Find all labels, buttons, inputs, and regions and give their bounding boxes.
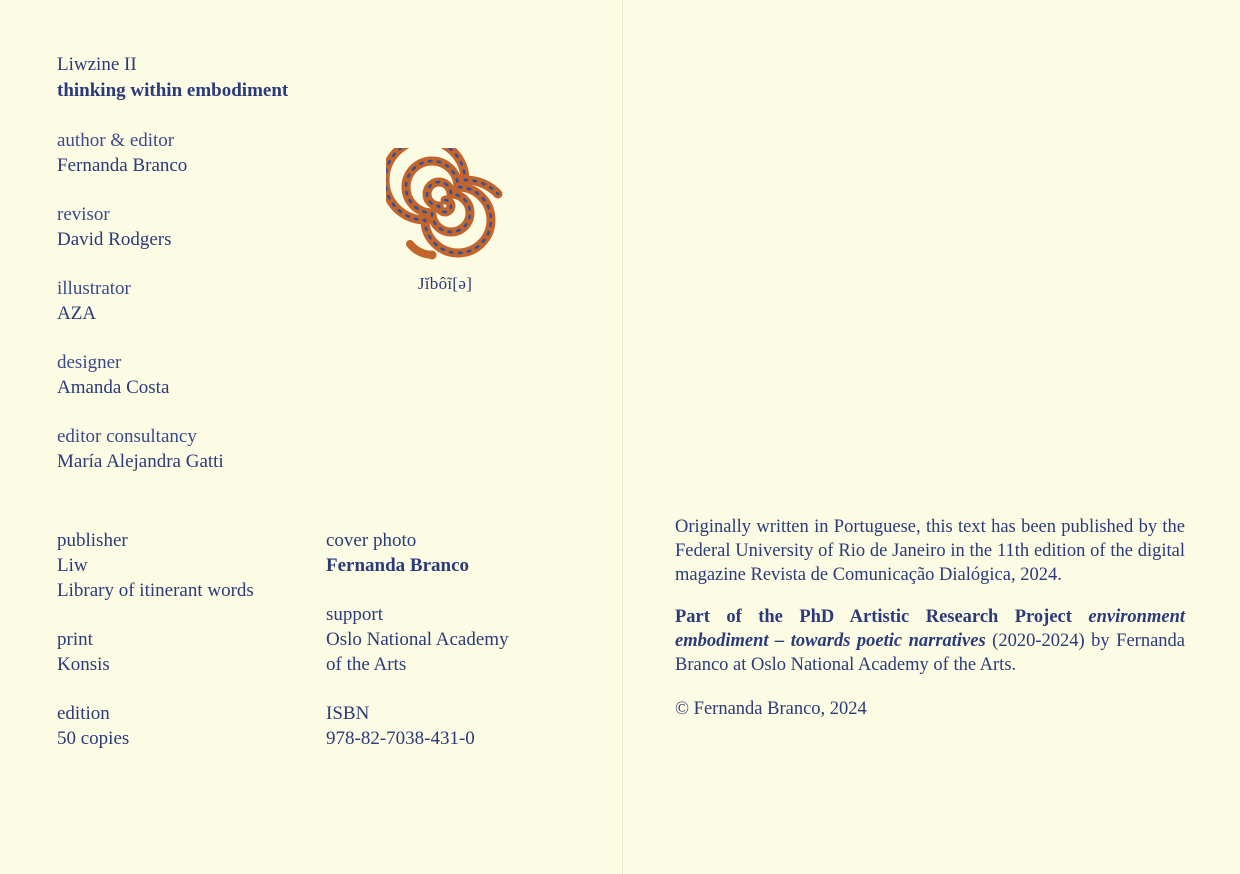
note-tail: (2020-2024) by Fernanda Branco at Oslo National Academy of the Arts. — [675, 631, 1185, 675]
note-project-title: environment embodiment – towards poetic narratives — [675, 607, 1185, 651]
credit-role: revisor — [57, 204, 110, 225]
credit-publisher — [57, 528, 307, 603]
credit-role: cover photo — [326, 530, 417, 551]
credit-cover-photo — [326, 528, 576, 578]
credits-block — [57, 52, 327, 474]
credit-value: Fernanda Branco — [326, 555, 470, 576]
credit-role: publisher — [57, 530, 128, 551]
credit-value: Oslo National Academy — [326, 629, 509, 650]
credit-role: support — [326, 604, 383, 625]
credits-column-one — [57, 528, 307, 751]
book-title: thinking within embodiment — [57, 80, 289, 101]
credits-column-two — [326, 528, 576, 751]
credit-value: Amanda Costa — [57, 377, 170, 398]
credit-role: illustrator — [57, 278, 131, 299]
emblem-caption: Jĭbôĩ[ə] — [417, 274, 473, 293]
credit-role: ISBN — [326, 703, 370, 724]
credit-value: AZA — [57, 303, 97, 324]
note-lead: Part of the PhD Artistic Research Project — [675, 607, 1089, 627]
credit-designer — [57, 350, 327, 400]
credit-value: 50 copies — [57, 728, 130, 749]
note-paragraph-1: Originally written in Portuguese, this text has been published by the Federal University of Rio de Janeiro in the 11th edition of the digital magazine Revista de Comunicação Dialógica, 2024. — [675, 517, 1185, 585]
credit-role: designer — [57, 352, 122, 373]
credit-role: print — [57, 629, 93, 650]
credit-revisor — [57, 202, 327, 252]
credit-editor-consultancy — [57, 424, 327, 474]
credit-value-secondary: Library of itinerant words — [57, 580, 254, 601]
credit-author — [57, 128, 327, 178]
credit-isbn — [326, 701, 576, 751]
spiral-snake-icon — [386, 148, 504, 268]
credit-role: editor consultancy — [57, 426, 197, 447]
credit-edition — [57, 701, 307, 751]
credit-value-secondary: of the Arts — [326, 654, 407, 675]
credit-value: María Alejandra Gatti — [57, 451, 224, 472]
credit-role: author & editor — [57, 130, 175, 151]
credit-value: David Rodgers — [57, 229, 172, 250]
credit-illustrator — [57, 276, 327, 326]
series-title: Liwzine II — [57, 54, 137, 75]
credit-value: Fernanda Branco — [57, 155, 188, 176]
note-paragraph-2 — [675, 605, 1185, 677]
credit-value: 978-82-7038-431-0 — [326, 728, 475, 749]
copyright-line: © Fernanda Branco, 2024 — [675, 699, 867, 719]
credit-print — [57, 627, 307, 677]
credit-value: Liw — [57, 555, 88, 576]
credit-value: Konsis — [57, 654, 110, 675]
snake-emblem — [385, 148, 505, 294]
credit-support — [326, 602, 576, 677]
page-fold-line — [622, 0, 623, 874]
publication-notes — [675, 515, 1185, 721]
credit-role: edition — [57, 703, 110, 724]
